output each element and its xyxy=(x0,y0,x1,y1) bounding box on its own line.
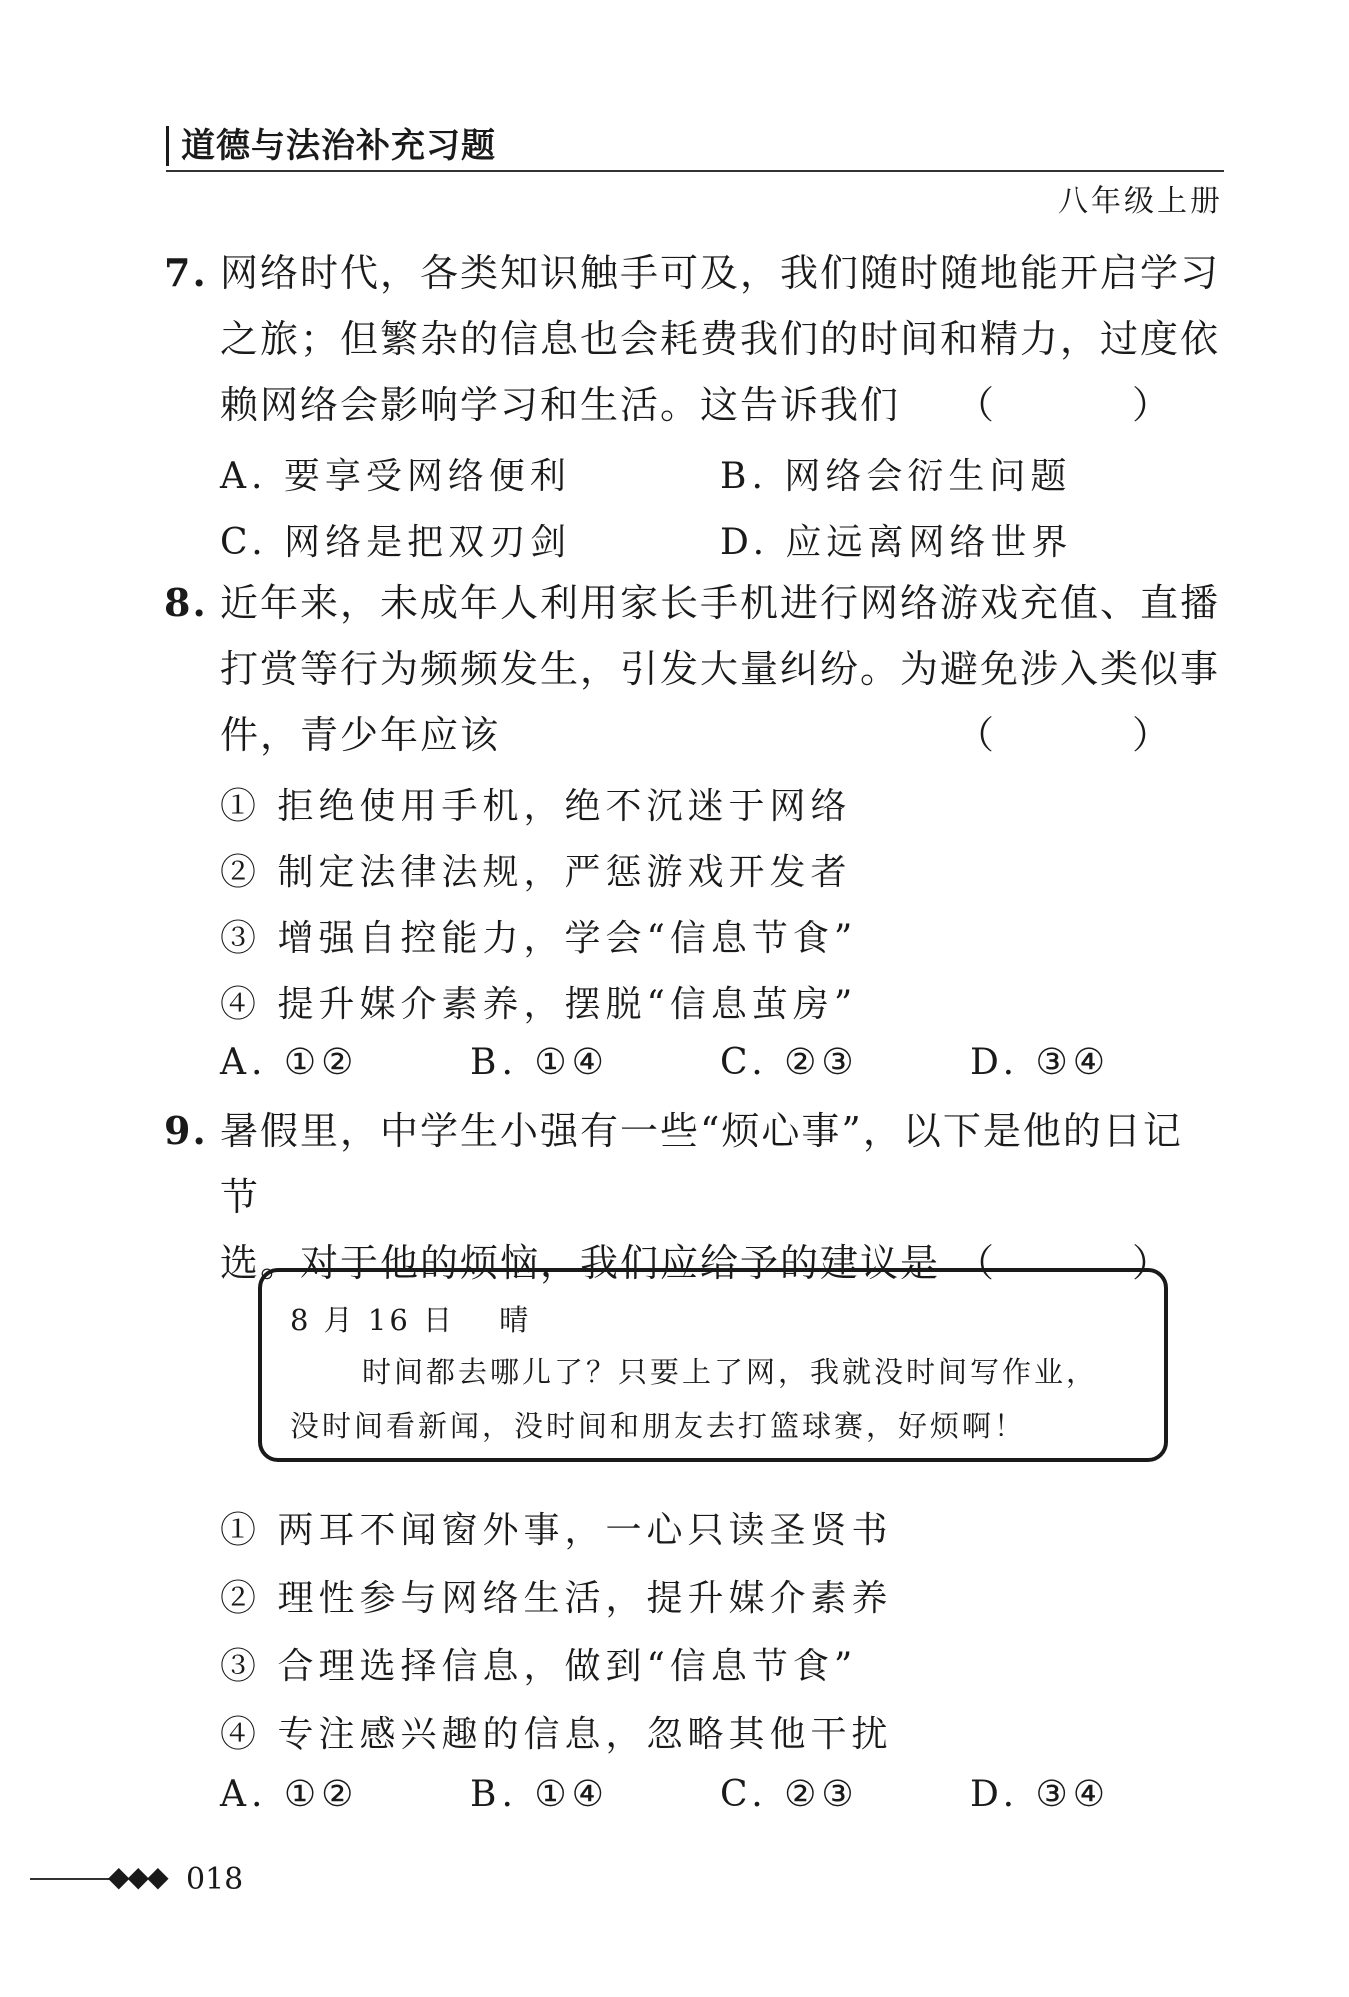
option-a: A. 要享受网络便利 xyxy=(220,456,571,497)
statement-item: ④ 专注感兴趣的信息，忽略其他干扰 xyxy=(220,1714,893,1755)
question-line: 网络时代，各类知识触手可及，我们随时随地能开启学习 xyxy=(220,251,1221,295)
option-d: D. ③④ xyxy=(970,1774,1111,1815)
question-line: 选。对于他的烦恼，我们应给予的建议是 xyxy=(220,1241,941,1285)
diary-date: 8 月 16 日 晴 xyxy=(290,1303,532,1337)
option-a: A. ①② xyxy=(220,1042,359,1083)
diary-text-line: 没时间看新闻，没时间和朋友去打篮球赛，好烦啊！ xyxy=(290,1409,1027,1443)
answer-blank: （ ） xyxy=(955,713,1220,757)
grade-label: 八年级上册 xyxy=(1058,184,1223,219)
option-d: D. ③④ xyxy=(970,1042,1111,1083)
question-line: 赖网络会影响学习和生活。这告诉我们 xyxy=(220,383,901,427)
diary-box xyxy=(258,1268,1168,1462)
statement-item: ② 理性参与网络生活，提升媒介素养 xyxy=(220,1578,893,1619)
statement-item: ① 两耳不闻窗外事，一心只读圣贤书 xyxy=(220,1510,893,1551)
statement-item: ① 拒绝使用手机，绝不沉迷于网络 xyxy=(220,786,852,827)
question-line: 之旅；但繁杂的信息也会耗费我们的时间和精力，过度依 xyxy=(220,317,1221,361)
option-c: C. ②③ xyxy=(720,1774,859,1815)
footer-rule xyxy=(30,1878,112,1880)
statement-item: ③ 增强自控能力，学会“信息节食” xyxy=(220,918,858,959)
header-rule xyxy=(166,170,1224,172)
question-8 xyxy=(164,570,1221,768)
answer-blank: （ ） xyxy=(955,1241,1220,1285)
option-c: C. ②③ xyxy=(720,1042,859,1083)
option-b: B. ①④ xyxy=(470,1774,609,1815)
option-b: B. ①④ xyxy=(470,1042,609,1083)
question-number: 9. xyxy=(164,1108,208,1153)
diary-text-line: 时间都去哪儿了？只要上了网，我就没时间写作业， xyxy=(362,1355,1099,1389)
statement-item: ② 制定法律法规，严惩游戏开发者 xyxy=(220,852,852,893)
book-title: 道德与法治补充习题 xyxy=(166,126,496,166)
question-line: 打赏等行为频频发生，引发大量纠纷。为避免涉入类似事 xyxy=(220,647,1221,691)
option-c: C. 网络是把双刃剑 xyxy=(220,522,572,563)
question-line: 暑假里，中学生小强有一些“烦心事”，以下是他的日记节 xyxy=(220,1109,1183,1219)
question-line: 近年来，未成年人利用家长手机进行网络游戏充值、直播 xyxy=(220,581,1221,625)
question-line: 件，青少年应该 xyxy=(220,713,501,757)
statement-item: ④ 提升媒介素养，摆脱“信息茧房” xyxy=(220,984,858,1025)
question-number: 7. xyxy=(164,250,208,295)
question-9 xyxy=(164,1098,1220,1296)
option-b: B. 网络会衍生问题 xyxy=(720,456,1072,497)
question-number: 8. xyxy=(164,580,208,625)
option-a: A. ①② xyxy=(220,1774,359,1815)
question-7 xyxy=(164,240,1221,438)
page-number: 018 xyxy=(186,1862,244,1897)
statement-item: ③ 合理选择信息，做到“信息节食” xyxy=(220,1646,858,1687)
option-d: D. 应远离网络世界 xyxy=(720,522,1073,563)
answer-blank: （ ） xyxy=(955,383,1220,427)
diamond-icon: ◆◆◆ xyxy=(108,1860,167,1893)
